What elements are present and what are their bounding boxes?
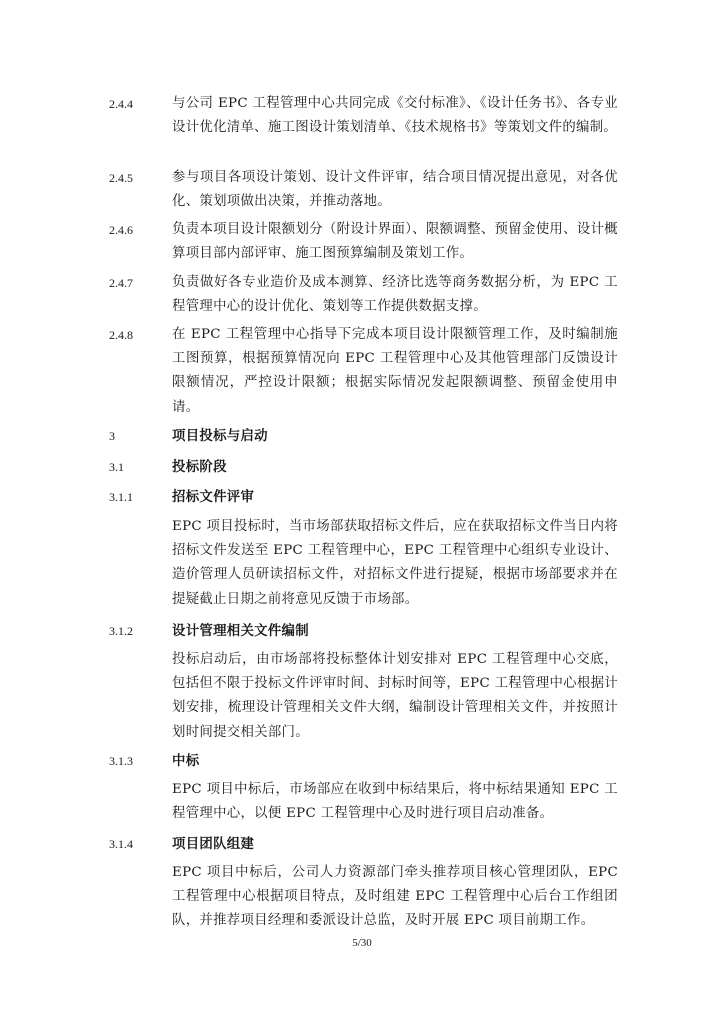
subsection-3-1-4-body: EPC 项目中标后，公司人力资源部门牵头推荐项目核心管理团队，EPC 工程管理中心根据项目特点，及时组建 EPC 工程管理中心后台工作组团队，并推荐项目经理和委派设计总监，及时开展 EPC 项目前期工作。 [172, 865, 618, 929]
clause-text: 负责做好各专业造价及成本测算、经济比选等商务数据分析，为 EPC 工程管理中心的设计优化、策划等工作提供数据支撑。 [172, 275, 618, 315]
section-number: 3.1 [109, 460, 124, 474]
clause-text: 与公司 EPC 工程管理中心共同完成《交付标准》、《设计任务书》、各专业设计优化清单、施工图设计策划清单、《技术规格书》等策划文件的编制。 [172, 96, 618, 136]
subsection-number: 3.1.3 [109, 754, 133, 768]
section-title: 投标阶段 [172, 459, 227, 475]
subsection-3-1-2-body: 投标启动后，由市场部将投标整体计划安排对 EPC 工程管理中心交底，包括但不限于投标文件评审时间、封标时间等，EPC 工程管理中心根据计划安排，梳理设计管理相关文件大纲，编制设计管理相关文件，并按照计划时间提交相关部门。 [172, 652, 618, 740]
subsection-number: 3.1.1 [109, 490, 133, 504]
clause-number: 2.4.5 [109, 171, 133, 185]
clause-text: 负责本项目设计限额划分（附设计界面）、限额调整、预留金使用、设计概算项目部内部评审、施工图预算编制及策划工作。 [172, 222, 618, 262]
subsection-title: 招标文件评审 [172, 489, 255, 505]
subsection-title: 项目团队组建 [172, 836, 255, 852]
subsection-title: 中标 [172, 753, 200, 769]
clause-number: 2.4.8 [109, 328, 133, 342]
clause-text: 参与项目各项设计策划、设计文件评审，结合项目情况提出意见，对各优化、策划项做出决策，并推动落地。 [172, 170, 618, 210]
page-number: 5/30 [352, 937, 372, 949]
subsection-3-1-1-body: EPC 项目投标时，当市场部获取招标文件后，应在获取招标文件当日内将招标文件发送至 EPC 工程管理中心，EPC 工程管理中心组织专业设计、造价管理人员研读招标文件，对招标文件进行提疑，根据市场部要求并在提疑截止日期之前将意见反馈于市场部。 [172, 519, 618, 607]
clause-text: 在 EPC 工程管理中心指导下完成本项目设计限额管理工作，及时编制施工图预算，根据预算情况向 EPC 工程管理中心及其他管理部门反馈设计限额情况，严控设计限额；根据实际情况发起限额调整、预留金使用申请。 [172, 327, 618, 415]
clause-number: 2.4.6 [109, 223, 133, 237]
clause-number: 2.4.4 [109, 97, 133, 111]
section-title: 项目投标与启动 [172, 428, 268, 444]
clause-number: 2.4.7 [109, 276, 133, 290]
subsection-3-1-3-body: EPC 项目中标后，市场部应在收到中标结果后，将中标结果通知 EPC 工程管理中心，以便 EPC 工程管理中心及时进行项目启动准备。 [172, 782, 618, 822]
subsection-title: 设计管理相关文件编制 [172, 623, 309, 639]
section-number: 3 [109, 429, 115, 443]
subsection-number: 3.1.4 [109, 837, 133, 851]
subsection-number: 3.1.2 [109, 624, 133, 638]
